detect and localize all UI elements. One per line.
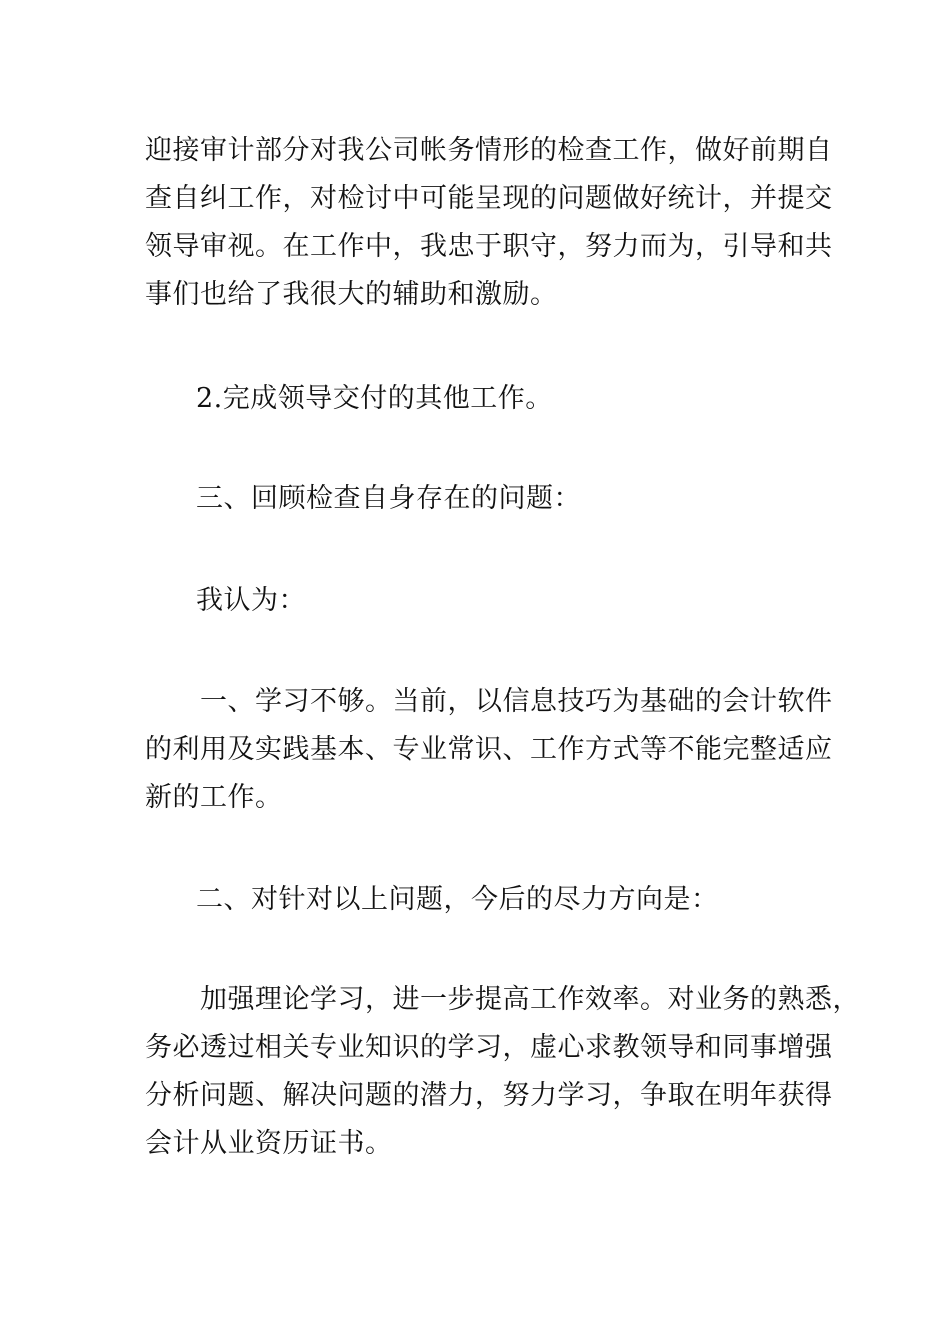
- opinion-intro: 我认为：: [196, 585, 306, 616]
- paragraph-line: 查自纠工作，对检讨中可能呈现的问题做好统计，并提交: [145, 183, 833, 214]
- problem-line: 的利用及实践基本、专业常识、工作方式等不能完整适应: [145, 734, 833, 765]
- problem-line: 新的工作。: [145, 782, 283, 813]
- direction-heading: 二、对针对以上问题，今后的尽力方向是：: [196, 884, 719, 915]
- problem-line: 一、学习不够。当前，以信息技巧为基础的会计软件: [200, 686, 833, 717]
- improvement-line: 会计从业资历证书。: [145, 1128, 393, 1159]
- improvement-line: 加强理论学习，进一步提高工作效率。对业务的熟悉，: [200, 984, 860, 1015]
- list-item-2: 2.完成领导交付的其他工作。: [196, 383, 553, 414]
- improvement-line: 分析问题、解决问题的潜力，努力学习，争取在明年获得: [145, 1080, 833, 1111]
- paragraph-line: 迎接审计部分对我公司帐务情形的检查工作，做好前期自: [145, 135, 833, 166]
- paragraph-line: 事们也给了我很大的辅助和激励。: [145, 279, 558, 310]
- improvement-line: 务必透过相关专业知识的学习，虚心求教领导和同事增强: [145, 1032, 833, 1063]
- paragraph-line: 领导审视。在工作中，我忠于职守，努力而为，引导和共: [145, 231, 833, 262]
- section-heading: 三、回顾检查自身存在的问题：: [196, 483, 581, 514]
